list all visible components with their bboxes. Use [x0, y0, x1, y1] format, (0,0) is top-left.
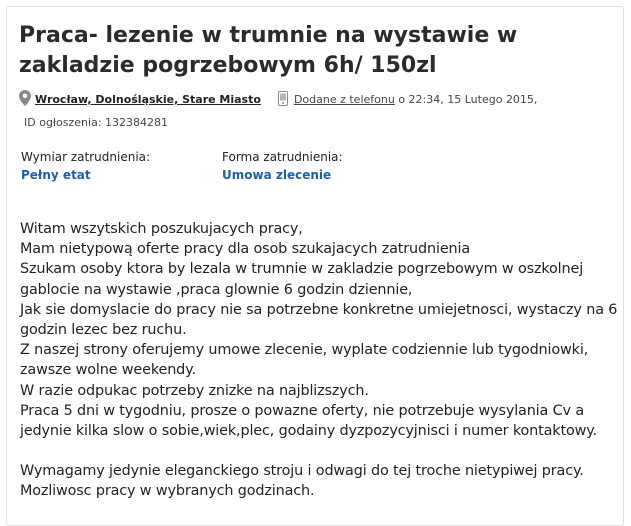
- mobile-phone-icon: [278, 91, 288, 113]
- ad-meta: [19, 90, 609, 113]
- ad-title: [19, 21, 609, 81]
- description-line: godzin lezec bez ruchu.: [20, 322, 187, 339]
- description-line: jedynie kilka slow o sobie,wiek,plec, godainy dyzpozycyjnisci i numer kontaktowy.: [20, 423, 597, 440]
- description-line: Jak sie domyslacie do pracy nie sa potrzebne konkretne umiejetnosci, wystaczy na 6: [20, 301, 618, 318]
- attribute-label: Wymiar zatrudnienia:: [21, 150, 151, 164]
- description-line: Wymagamy jedynie eleganckiego stroju i odwagi do tej troche nietypiwej pracy.: [20, 463, 584, 480]
- attribute-value-link[interactable]: Pełny etat: [21, 168, 91, 182]
- description-line: Szukam osoby ktora by lezala w trumnie w zakladzie pogrzebowym w oszkolnej: [20, 261, 584, 278]
- attribute-contract-form: [222, 148, 343, 184]
- attribute-value-link[interactable]: Umowa zlecenie: [222, 168, 332, 182]
- description-line: zawsze wolne weekendy.: [20, 362, 196, 379]
- ad-description: [20, 219, 620, 502]
- description-line: Z naszej strony oferujemy umowe zlecenie, wyplate codziennie lub tygodniowki,: [20, 342, 589, 359]
- description-line: Mozliwosc pracy w wybranych godzinach.: [20, 483, 315, 500]
- description-line: Mam nietypową oferte pracy dla osob szukajacych zatrudnienia: [20, 241, 471, 258]
- ad-title-line-2: zakladzie pogrzebowym 6h/ 150zl: [19, 53, 437, 78]
- map-pin-icon: [19, 90, 31, 113]
- location-link[interactable]: Wrocław, Dolnośląskie, Stare Miasto: [35, 93, 261, 106]
- attribute-employment-type: [21, 148, 150, 184]
- added-from-phone-label: Dodane z telefonu: [293, 93, 395, 106]
- description-line: Praca 5 dni w tygodniu, prosze o powazne oferty, nie potrzebuje wysylania Cv a: [20, 402, 584, 419]
- description-blank-line: [20, 441, 620, 461]
- ad-id: [24, 113, 168, 133]
- attribute-label: Forma zatrudnienia:: [222, 150, 343, 164]
- ad-title-line-1: Praca- lezenie w trumnie na wystawie w: [19, 23, 518, 48]
- ad-id-label: ID ogłoszenia:: [24, 116, 102, 129]
- ad-id-value: 132384281: [105, 116, 169, 129]
- description-line: gablocie na wystawie ,praca glownie 6 godzin dziennie,: [20, 281, 413, 298]
- description-line: W razie odpukac potrzeby znizke na najblizszych.: [20, 382, 369, 399]
- added-time: o 22:34, 15 Lutego 2015,: [398, 93, 538, 106]
- description-line: Witam wszytskich poszukujacych pracy,: [20, 221, 303, 237]
